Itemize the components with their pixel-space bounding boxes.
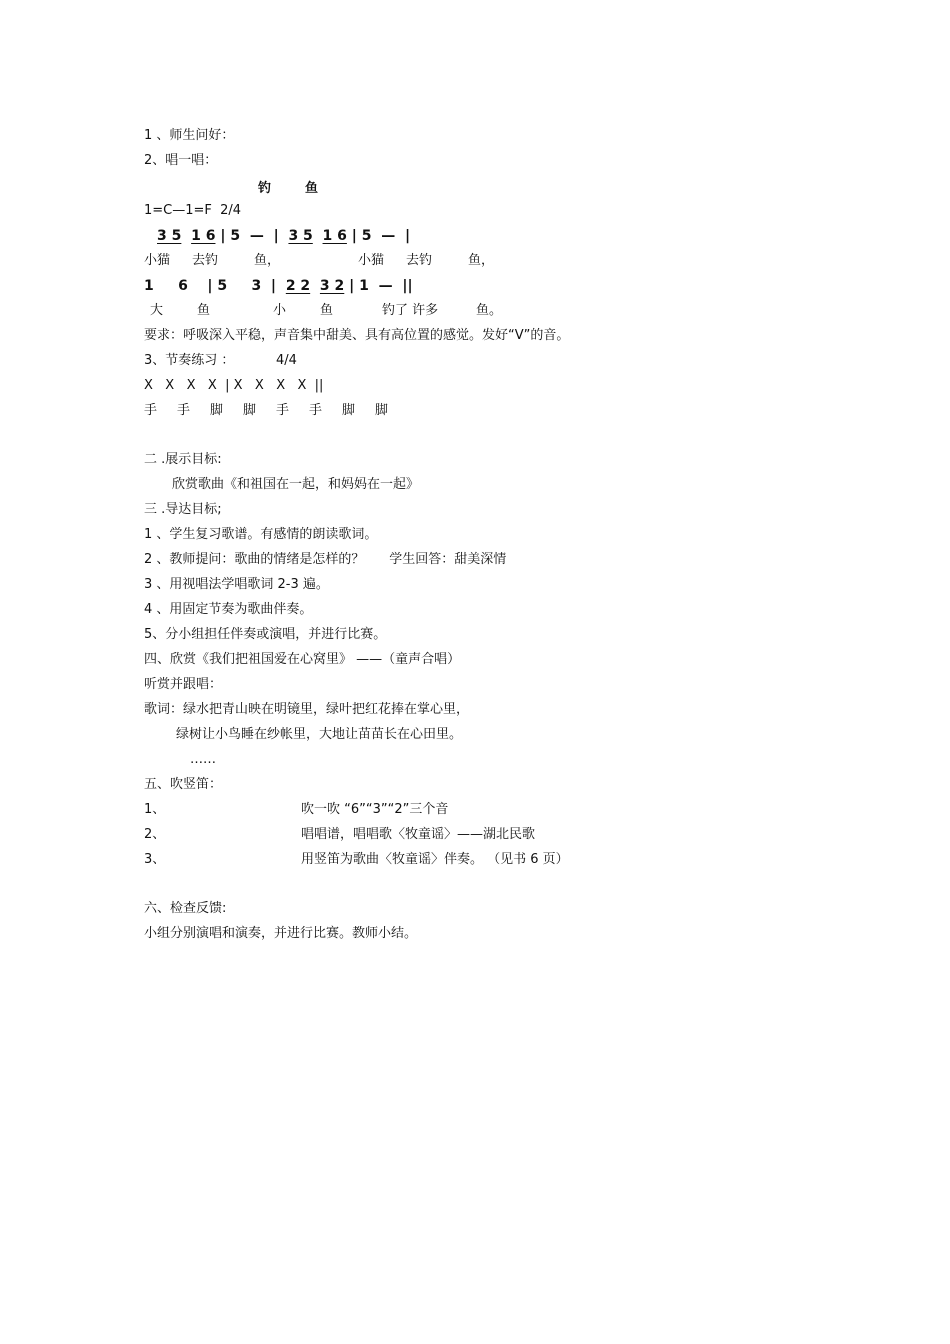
score-group: 3 5 — [157, 228, 182, 244]
warmup-item-1: 1 、师生问好： — [144, 128, 235, 143]
section-3-heading: 三 .导达目标; — [144, 502, 222, 517]
section-6-line: 小组分别演唱和演奏，并进行比赛。教师小结。 — [144, 926, 418, 941]
score-line-2 — [144, 277, 413, 295]
rhythm-label: 3、节奏练习 ： — [144, 353, 235, 368]
item-text: 用竖笛为歌曲〈牧童谣〉伴奏。 （见书 6 页） — [301, 852, 569, 867]
item-text: 唱唱谱，唱唱歌〈牧童谣〉——湖北民歌 — [301, 827, 536, 842]
lyric-word: 小 — [273, 303, 287, 318]
section-5-heading: 五、吹竖笛： — [144, 777, 223, 792]
rhythm-word: 脚 — [375, 403, 389, 418]
rhythm-word: 脚 — [243, 403, 257, 418]
lyric-word: 鱼， — [254, 253, 281, 268]
rhythm-pattern: X X X X | X X X X || — [144, 378, 324, 393]
lyrics-line-2 — [0, 302, 950, 320]
rhythm-word: 手 — [144, 403, 158, 418]
song-title — [0, 177, 950, 195]
rhythm-word: 脚 — [210, 403, 224, 418]
lyric-word: 鱼 — [197, 303, 211, 318]
rhythm-heading — [0, 352, 950, 370]
song-title-char-2: 鱼 — [305, 181, 319, 196]
section-3-item: 4 、用固定节奏为歌曲伴奏。 — [144, 602, 313, 617]
rhythm-words — [0, 402, 950, 420]
lyric-word: 钓了 许多 — [382, 303, 439, 318]
rhythm-word: 脚 — [342, 403, 356, 418]
item-number: 2、 — [144, 827, 166, 842]
score-bar: | 1 — || — [344, 278, 413, 294]
section-6-heading: 六、检查反馈: — [144, 901, 227, 916]
section-4-heading: 四、欣赏《我们把祖国爱在心窝里》 ——（童声合唱） — [144, 652, 461, 667]
section-5-item — [0, 826, 950, 844]
score-bar: | 5 — | — [215, 228, 289, 244]
lyric-word: 去钓 — [192, 253, 219, 268]
score-line-1 — [157, 227, 410, 245]
item-number: 1、 — [144, 802, 166, 817]
score-group: 3 5 — [288, 228, 313, 244]
section-4-lyrics-2: 绿树让小鸟睡在纱帐里，大地让苗苗长在心田里。 — [176, 727, 463, 742]
lyric-word: 鱼。 — [476, 303, 503, 318]
section-3-item: 3 、用视唱法学唱歌词 2-3 遍。 — [144, 577, 329, 592]
rhythm-word: 手 — [276, 403, 290, 418]
score-group: 2 2 — [285, 278, 311, 294]
section-4-ellipsis: …… — [190, 752, 216, 767]
section-2-heading: 二 .展示目标: — [144, 452, 222, 467]
lyric-word: 鱼 — [320, 303, 334, 318]
song-title-char-1: 钓 — [258, 181, 272, 196]
section-5-item — [0, 801, 950, 819]
score-group: 1 6 — [322, 228, 347, 244]
requirement: 要求：呼吸深入平稳，声音集中甜美、具有高位置的感觉。发好“V”的音。 — [144, 328, 570, 343]
rhythm-meter: 4/4 — [276, 353, 297, 368]
score-bar: 1 6 | 5 3 | — [144, 278, 286, 294]
section-5-item — [0, 851, 950, 869]
score-group: 1 6 — [191, 228, 216, 244]
lyric-word: 大 — [150, 303, 164, 318]
section-4-sub: 听赏并跟唱： — [144, 677, 223, 692]
lyric-word: 小猫 — [358, 253, 385, 268]
section-3-item: 1 、学生复习歌谱。有感情的朗读歌词。 — [144, 527, 378, 542]
warmup-item-2: 2、唱一唱： — [144, 153, 218, 168]
lyric-word: 鱼， — [468, 253, 495, 268]
key-meter: 1=C—1=F 2/4 — [144, 203, 242, 218]
item-number: 3、 — [144, 852, 166, 867]
lyric-word: 小猫 — [144, 253, 171, 268]
score-bar: | 5 — | — [346, 228, 411, 244]
rhythm-word: 手 — [309, 403, 323, 418]
section-4-lyrics-1: 歌词：绿水把青山映在明镜里，绿叶把红花捧在掌心里， — [144, 702, 470, 717]
lyrics-line-1 — [0, 252, 950, 270]
lyric-word: 去钓 — [406, 253, 433, 268]
rhythm-word: 手 — [177, 403, 191, 418]
section-3-item: 2 、教师提问：歌曲的情绪是怎样的？ 学生回答：甜美深情 — [144, 552, 507, 567]
item-text: 吹一吹 “6”“3”“2”三个音 — [301, 802, 449, 817]
section-2-line: 欣赏歌曲《和祖国在一起，和妈妈在一起》 — [172, 477, 420, 492]
score-group: 3 2 — [319, 278, 345, 294]
section-3-item: 5、分小组担任伴奏或演唱，并进行比赛。 — [144, 627, 387, 642]
